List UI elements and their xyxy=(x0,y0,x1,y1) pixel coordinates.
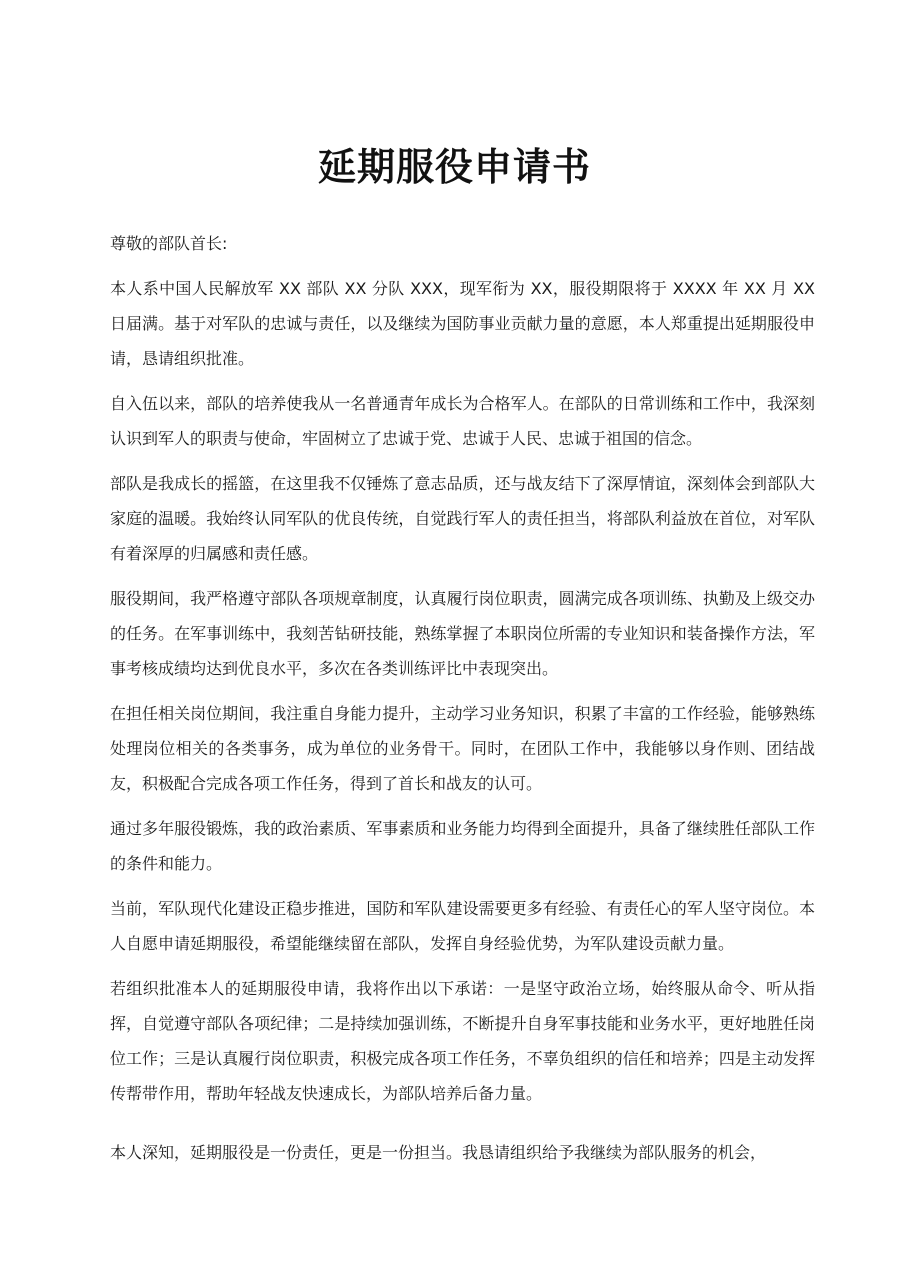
paragraph-4: 服役期间，我严格遵守部队各项规章制度，认真履行岗位职责，圆满完成各项训练、执勤及上级交办的任务。在军事训练中，我刻苦钻研技能，熟练掌握了本职岗位所需的专业知识和装备操作方法，军事考核成绩均达到优良水平，多次在各类训练评比中表现突出。 xyxy=(110,589,815,678)
paragraph-7: 当前，军队现代化建设正稳步推进，国防和军队建设需要更多有经验、有责任心的军人坚守岗位。本人自愿申请延期服役，希望能继续留在部队，发挥自身经验优势，为军队建设贡献力量。 xyxy=(110,899,815,953)
paragraph-2: 自入伍以来，部队的培养使我从一名普通青年成长为合格军人。在部队的日常训练和工作中，我深刻认识到军人的职责与使命，牢固树立了忠诚于党、忠诚于人民、忠诚于祖国的信念。 xyxy=(110,394,815,448)
paragraph-3: 部队是我成长的摇篮，在这里我不仅锤炼了意志品质，还与战友结下了深厚情谊，深刻体会到部队大家庭的温暖。我始终认同军队的优良传统，自觉践行军人的责任担当，将部队利益放在首位，对军队有着深厚的归属感和责任感。 xyxy=(110,474,815,563)
paragraph-9: 本人深知，延期服役是一份责任，更是一份担当。我恳请组织给予我继续为部队服务的机会， xyxy=(110,1143,767,1162)
paragraph-6: 通过多年服役锻炼，我的政治素质、军事素质和业务能力均得到全面提升，具备了继续胜任部队工作的条件和能力。 xyxy=(110,819,815,873)
document-title: 延期服役申请书 xyxy=(317,145,591,189)
paragraph-5: 在担任相关岗位期间，我注重自身能力提升，主动学习业务知识，积累了丰富的工作经验，能够熟练处理岗位相关的各类事务，成为单位的业务骨干。同时，在团队工作中，我能够以身作则、团结战友，积极配合完成各项工作任务，得到了首长和战友的认可。 xyxy=(110,704,815,793)
document-body xyxy=(110,226,815,1180)
salutation: 尊敬的部队首长: xyxy=(110,234,228,253)
paragraph-8: 若组织批准本人的延期服役申请，我将作出以下承诺：一是坚守政治立场，始终服从命令、听从指挥，自觉遵守部队各项纪律；二是持续加强训练，不断提升自身军事技能和业务水平，更好地胜任岗位工作；三是认真履行岗位职责，积极完成各项工作任务，不辜负组织的信任和培养；四是主动发挥传帮带作用，帮助年轻战友快速成长，为部队培养后备力量。 xyxy=(110,979,815,1103)
paragraph-1: 本人系中国人民解放军 XX 部队 XX 分队 XXX，现军衔为 XX，服役期限将于 XXXX 年 XX 月 XX 日届满。基于对军队的忠诚与责任，以及继续为国防事业贡献力量的意愿，本人郑重提出延期服役申请，恳请组织批准。 xyxy=(110,279,815,368)
